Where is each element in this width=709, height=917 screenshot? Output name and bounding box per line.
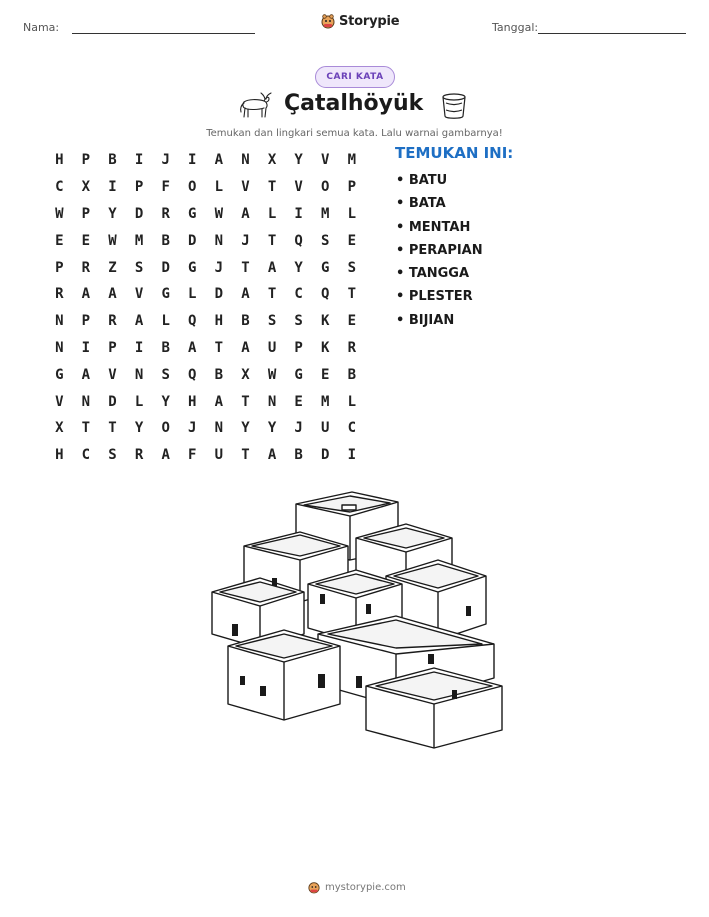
grid-cell[interactable]: O — [161, 420, 170, 437]
grid-cell[interactable]: T — [347, 286, 357, 303]
grid-cell[interactable]: S — [321, 232, 330, 249]
grid-cell[interactable]: T — [214, 339, 224, 356]
word-item: • PLESTER — [396, 289, 473, 305]
grid-cell[interactable]: D — [108, 393, 117, 410]
grid-cell[interactable]: P — [294, 339, 303, 356]
grid-cell[interactable]: R — [108, 313, 117, 330]
storypie-mascot-icon — [308, 880, 320, 894]
grid-cell[interactable]: J — [294, 420, 303, 437]
grid-cell[interactable]: A — [241, 286, 250, 303]
word-list — [396, 171, 483, 334]
grid-cell[interactable]: W — [214, 205, 224, 222]
grid-cell[interactable]: H — [214, 313, 224, 330]
grid-row — [46, 281, 365, 308]
grid-cell[interactable]: T — [267, 232, 277, 249]
grid-cell[interactable]: L — [267, 205, 277, 222]
grid-cell[interactable]: S — [161, 366, 170, 383]
grid-cell[interactable]: V — [134, 286, 144, 303]
grid-cell[interactable]: S — [294, 313, 303, 330]
grid-cell[interactable]: R — [134, 447, 144, 464]
grid-row — [46, 442, 365, 469]
grid-cell[interactable]: K — [321, 313, 330, 330]
grid-cell[interactable]: V — [108, 366, 117, 383]
grid-cell[interactable]: N — [214, 232, 224, 249]
aurochs-icon — [238, 90, 272, 120]
word-item: • BIJIAN — [396, 312, 455, 328]
grid-cell[interactable]: W — [55, 205, 64, 222]
date-label: Tanggal: — [492, 21, 539, 34]
grid-cell[interactable]: Q — [188, 366, 197, 383]
word-item: • BATU — [396, 173, 448, 188]
grid-cell[interactable]: T — [267, 179, 277, 196]
grid-cell[interactable]: L — [347, 393, 357, 410]
grid-cell[interactable]: V — [321, 152, 330, 169]
grid-cell[interactable]: X — [81, 179, 91, 196]
grid-cell[interactable]: T — [241, 447, 250, 464]
grid-cell[interactable]: H — [55, 152, 64, 169]
storypie-mascot-icon — [321, 13, 335, 29]
grid-row — [46, 227, 365, 254]
grid-cell[interactable]: Y — [108, 205, 117, 222]
grid-cell[interactable]: Y — [241, 420, 250, 437]
grid-cell[interactable]: M — [134, 232, 144, 249]
grid-cell[interactable]: J — [161, 152, 170, 169]
grid-cell[interactable]: N — [267, 393, 277, 410]
grid-cell[interactable]: X — [267, 152, 277, 169]
grid-cell[interactable]: Y — [294, 259, 303, 276]
grid-row — [46, 335, 365, 362]
word-item: • PERAPIAN — [396, 242, 483, 258]
brand-logo — [321, 13, 399, 29]
grid-cell[interactable]: Y — [267, 420, 277, 437]
grid-cell[interactable]: C — [55, 179, 64, 196]
grid-cell[interactable]: B — [347, 366, 357, 383]
grid-cell[interactable]: D — [321, 447, 330, 464]
grid-cell[interactable]: G — [55, 366, 64, 383]
date-line[interactable] — [538, 33, 686, 34]
footer — [308, 880, 406, 894]
grid-cell[interactable]: K — [321, 339, 330, 356]
grid-cell[interactable]: E — [347, 232, 357, 249]
grid-cell[interactable]: B — [294, 447, 303, 464]
grid-row — [46, 254, 365, 281]
grid-cell[interactable]: U — [321, 420, 330, 437]
grid-row — [46, 147, 365, 174]
name-label: Nama: — [23, 21, 60, 34]
grid-cell[interactable]: B — [214, 366, 224, 383]
grid-cell[interactable]: H — [55, 447, 64, 464]
grid-cell[interactable]: Y — [134, 420, 144, 437]
grid-cell[interactable]: I — [108, 179, 117, 196]
grid-cell[interactable]: J — [188, 420, 197, 437]
grid-cell[interactable]: L — [188, 286, 197, 303]
grid-cell[interactable]: A — [214, 152, 224, 169]
grid-row — [46, 388, 365, 415]
grid-cell[interactable]: Y — [294, 152, 303, 169]
grid-cell[interactable]: N — [214, 420, 224, 437]
grid-cell[interactable]: L — [214, 179, 224, 196]
grid-cell[interactable]: P — [347, 179, 357, 196]
grid-row — [46, 174, 365, 201]
grid-cell[interactable]: T — [241, 259, 250, 276]
grid-cell[interactable]: A — [267, 259, 277, 276]
grid-cell[interactable]: X — [241, 366, 250, 383]
grid-cell[interactable]: J — [214, 259, 224, 276]
grid-cell[interactable]: N — [241, 152, 250, 169]
grid-cell[interactable]: V — [55, 393, 64, 410]
grid-cell[interactable]: B — [241, 313, 250, 330]
grid-cell[interactable]: J — [241, 232, 250, 249]
find-heading: TEMUKAN INI: — [395, 144, 514, 162]
brand-name: Storypie — [339, 13, 400, 29]
grid-cell[interactable]: M — [321, 205, 330, 222]
grid-cell[interactable]: I — [81, 339, 91, 356]
grid-cell[interactable]: T — [108, 420, 117, 437]
grid-cell[interactable]: Q — [188, 313, 197, 330]
footer-url[interactable]: mystorypie.com — [325, 881, 406, 893]
grid-cell[interactable]: D — [188, 232, 197, 249]
grid-row — [46, 308, 365, 335]
instructions: Temukan dan lingkari semua kata. Lalu warnai gambarnya! — [206, 128, 503, 139]
grid-cell[interactable]: E — [347, 313, 357, 330]
grid-cell[interactable]: M — [347, 152, 357, 169]
grid-cell[interactable]: A — [81, 286, 91, 303]
grid-cell[interactable]: A — [241, 205, 250, 222]
grid-cell[interactable]: B — [108, 152, 117, 169]
grid-cell[interactable]: W — [267, 366, 277, 383]
word-item: • MENTAH — [396, 219, 471, 235]
grid-cell[interactable]: I — [134, 339, 144, 356]
catalhoyuk-houses-illustration[interactable] — [200, 488, 520, 754]
word-item: • TANGGA — [396, 266, 470, 282]
word-search-grid[interactable] — [46, 147, 365, 469]
grid-cell[interactable]: E — [321, 366, 330, 383]
grid-row — [46, 361, 365, 388]
grid-cell[interactable]: P — [81, 205, 91, 222]
grid-cell[interactable]: L — [161, 313, 170, 330]
grid-cell[interactable]: N — [81, 393, 91, 410]
grid-cell[interactable]: X — [55, 420, 64, 437]
grid-cell[interactable]: V — [241, 179, 250, 196]
grid-cell[interactable]: I — [134, 152, 144, 169]
grid-cell[interactable]: P — [134, 179, 144, 196]
grid-cell[interactable]: G — [188, 205, 197, 222]
grid-cell[interactable]: M — [321, 393, 330, 410]
grid-cell[interactable]: S — [134, 259, 144, 276]
grid-cell[interactable]: I — [188, 152, 197, 169]
word-item: • BATA — [396, 196, 446, 212]
grid-cell[interactable]: D — [214, 286, 224, 303]
grid-cell[interactable]: T — [241, 393, 250, 410]
grid-cell[interactable]: P — [55, 259, 64, 276]
grid-cell[interactable]: B — [161, 339, 170, 356]
grid-cell[interactable]: F — [161, 179, 170, 196]
grid-cell[interactable]: A — [134, 313, 144, 330]
grid-cell[interactable]: E — [81, 232, 91, 249]
grid-cell[interactable]: L — [347, 205, 357, 222]
grid-cell[interactable]: B — [161, 232, 170, 249]
grid-row — [46, 415, 365, 442]
grid-cell[interactable]: D — [161, 259, 170, 276]
grid-cell[interactable]: R — [81, 259, 91, 276]
grid-cell[interactable]: R — [347, 339, 357, 356]
grid-row — [46, 201, 365, 228]
grid-cell[interactable]: P — [81, 313, 91, 330]
grid-cell[interactable]: S — [108, 447, 117, 464]
grid-cell[interactable]: Y — [161, 393, 170, 410]
grid-cell[interactable]: Q — [294, 232, 303, 249]
grid-cell[interactable]: A — [267, 447, 277, 464]
grid-cell[interactable]: U — [214, 447, 224, 464]
grid-cell[interactable]: R — [161, 205, 170, 222]
grid-cell[interactable]: P — [108, 339, 117, 356]
grid-cell[interactable]: S — [347, 259, 357, 276]
grid-cell[interactable]: N — [55, 313, 64, 330]
grid-cell[interactable]: U — [267, 339, 277, 356]
grid-cell[interactable]: E — [55, 232, 64, 249]
grid-cell[interactable]: V — [294, 179, 303, 196]
grid-cell[interactable]: I — [294, 205, 303, 222]
grid-cell[interactable]: S — [267, 313, 277, 330]
grid-cell[interactable]: C — [294, 286, 303, 303]
page-title: Çatalhöyük — [284, 91, 424, 116]
grid-cell[interactable]: O — [188, 179, 197, 196]
grid-cell[interactable]: A — [188, 339, 197, 356]
grid-cell[interactable]: I — [347, 447, 357, 464]
grid-cell[interactable]: W — [108, 232, 117, 249]
grid-cell[interactable]: G — [294, 366, 303, 383]
clay-pot-icon — [439, 91, 469, 121]
name-line[interactable] — [72, 33, 255, 34]
grid-cell[interactable]: Q — [321, 286, 330, 303]
grid-cell[interactable]: O — [321, 179, 330, 196]
grid-cell[interactable]: D — [134, 205, 144, 222]
grid-cell[interactable]: G — [161, 286, 170, 303]
grid-cell[interactable]: Z — [108, 259, 117, 276]
grid-cell[interactable]: R — [55, 286, 64, 303]
grid-cell[interactable]: G — [188, 259, 197, 276]
grid-cell[interactable]: L — [134, 393, 144, 410]
grid-cell[interactable]: N — [55, 339, 64, 356]
grid-cell[interactable]: A — [214, 393, 224, 410]
grid-cell[interactable]: C — [347, 420, 357, 437]
grid-cell[interactable]: F — [188, 447, 197, 464]
grid-cell[interactable]: H — [188, 393, 197, 410]
grid-cell[interactable]: A — [161, 447, 170, 464]
grid-cell[interactable]: A — [241, 339, 250, 356]
grid-cell[interactable]: A — [81, 366, 91, 383]
grid-cell[interactable]: T — [81, 420, 91, 437]
grid-cell[interactable]: A — [108, 286, 117, 303]
grid-cell[interactable]: P — [81, 152, 91, 169]
grid-cell[interactable]: E — [294, 393, 303, 410]
grid-cell[interactable]: G — [321, 259, 330, 276]
grid-cell[interactable]: C — [81, 447, 91, 464]
grid-cell[interactable]: T — [267, 286, 277, 303]
grid-cell[interactable]: N — [134, 366, 144, 383]
activity-badge: CARI KATA — [315, 66, 395, 88]
